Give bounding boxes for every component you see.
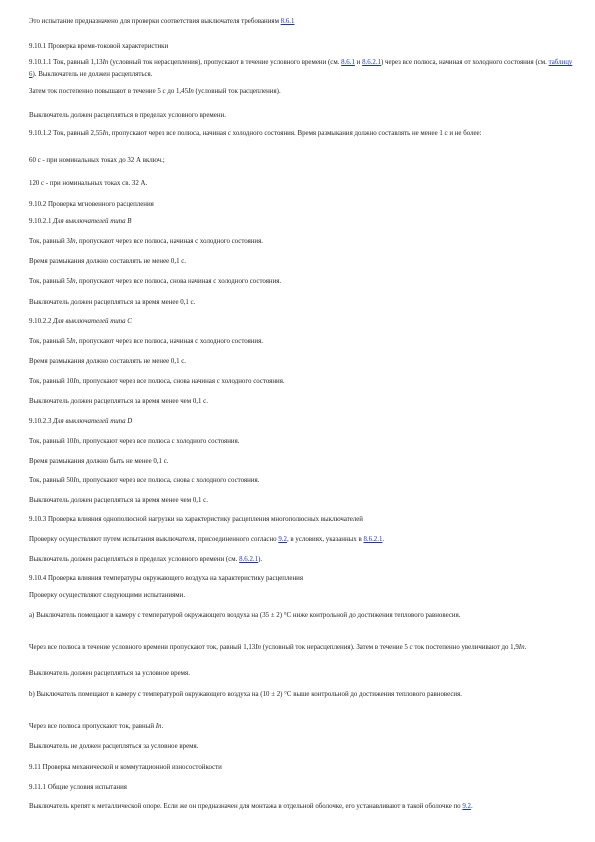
text-run: 9.10.4 Проверка влияния температуры окружающего воздуха на характеристику расцепления	[29, 575, 303, 582]
paragraph	[29, 41, 168, 53]
paragraph	[29, 668, 190, 680]
text-run: Это испытание предназначено для проверки соответствия выключателя требованиям	[29, 18, 281, 25]
paragraph	[29, 642, 581, 654]
text-run: Выключатель должен расцепляться за условное время.	[29, 670, 190, 677]
text-run: .	[524, 644, 527, 651]
paragraph	[29, 554, 262, 566]
paragraph	[29, 110, 226, 122]
italic-text: Для выключателей типа B	[53, 218, 132, 225]
paragraph	[29, 436, 239, 448]
paragraph	[29, 782, 127, 794]
text-run: 9.10.2.1	[29, 218, 54, 225]
paragraph	[29, 356, 186, 368]
text-run: ).	[258, 556, 263, 563]
italic-text: In	[518, 644, 525, 651]
paragraph	[29, 514, 363, 526]
text-run: , пропускают через все полюса, снова с холодного состояния.	[79, 477, 260, 484]
italic-text: In	[102, 130, 109, 137]
text-run: 9.10.3 Проверка влияния однополюсной нагрузки на характеристику расцепления многополюсных выключателей	[29, 516, 363, 523]
text-run: Проверку осуществляют следующими испытаниями.	[29, 592, 186, 599]
paragraph	[29, 256, 186, 268]
text-run: Ток, равный 3	[29, 238, 70, 245]
reference-link[interactable]: 8.6.1	[341, 59, 355, 66]
reference-link[interactable]: 8.6.2.1	[363, 536, 383, 543]
paragraph	[29, 801, 581, 813]
reference-link[interactable]: 9.2	[278, 536, 287, 543]
italic-text: Для выключателей типа C	[53, 318, 132, 325]
italic-text: In	[69, 278, 76, 285]
italic-text: In	[73, 438, 80, 445]
text-run: , пропускают через все полюса, снова начиная с холодного состояния.	[75, 278, 282, 285]
reference-link[interactable]: 8.6.1	[280, 18, 295, 25]
paragraph	[29, 495, 208, 507]
paragraph	[29, 416, 132, 428]
paragraph	[29, 534, 384, 546]
paragraph	[29, 456, 169, 468]
paragraph	[29, 216, 131, 228]
paragraph	[29, 741, 198, 753]
paragraph	[29, 155, 165, 167]
text-run: ). Выключатель не должен расцепляться.	[32, 70, 153, 78]
text-run: Выключатель должен расцепляться за время менее чем 0,1 с.	[29, 497, 208, 504]
text-run: Время размыкания должно составлять не менее 0,1 с.	[29, 358, 187, 365]
paragraph	[29, 297, 195, 309]
text-run: Выключатель должен расцепляться за время менее чем 0,1 с.	[29, 398, 208, 405]
text-run: Через все полюса в течение условного времени пропускают ток, равный 1,13	[29, 644, 256, 651]
text-run: 9.10.1.1 Ток, равный 1,13	[29, 59, 103, 66]
text-run: b) Выключатель помещают в камеру с температурой окружающего воздуха на (10 ± 2) °С выше контрольной до достижения теплового равновесия.	[29, 691, 462, 698]
paragraph	[29, 396, 208, 408]
text-run: Ток, равный 10	[29, 378, 74, 385]
text-run: Ток, равный 10	[29, 438, 74, 445]
text-run: 9.10.2 Проверка мгновенного расцепления	[29, 201, 154, 208]
text-run: Выключатель должен расцепляться в пределах условного времени (см.	[29, 556, 240, 563]
text-run: (условный ток нерасцепления). Затем в течение 5 с ток постепенно увеличивают до 1,9	[261, 644, 519, 651]
paragraph	[29, 16, 294, 28]
text-run: , пропускают через все полюса, снова начиная с холодного состояния.	[79, 378, 285, 385]
italic-text: In	[73, 477, 80, 484]
italic-text: In	[102, 59, 109, 66]
paragraph	[29, 57, 581, 80]
paragraph	[29, 236, 263, 248]
italic-text: In	[73, 378, 80, 385]
italic-text: In	[188, 88, 194, 95]
paragraph	[29, 610, 581, 622]
paragraph	[29, 762, 222, 774]
text-run: а) Выключатель помещают в камеру с температурой окружающего воздуха на (35 ± 2) °С ниже контрольной до достижения теплового равновесия.	[29, 612, 461, 619]
text-run: (условный ток расцепления).	[193, 88, 281, 95]
text-run: , пропускают через все полюса, начиная с холодного состояния.	[75, 338, 264, 345]
paragraph	[29, 199, 154, 211]
text-run: 9.10.1 Проверка время-токовой характеристики	[29, 43, 169, 50]
text-run: Выключатель крепят к металлической опоре. Если же он предназначен для монтажа в отдельной оболочке, его устанавливают в такой оболочке по	[29, 803, 463, 810]
text-run: 9.11.1 Общие условия испытания	[29, 784, 127, 791]
paragraph	[29, 178, 147, 190]
text-run: , в условиях, указанных в	[286, 536, 364, 543]
text-run: Выключатель должен расцепляться в пределах условного времени.	[29, 112, 226, 119]
text-run: 9.10.2.3	[29, 418, 54, 425]
italic-text: In	[69, 238, 76, 245]
text-run: Время размыкания должно составлять не менее 0,1 с.	[29, 258, 187, 265]
text-run: Затем ток постепенно повышают в течение 5 с до 1,45	[29, 88, 189, 95]
text-run: Ток, равный 50	[29, 477, 74, 484]
paragraph	[29, 336, 263, 348]
text-run: Проверку осуществляют путем испытания выключателя, присоединенного согласно	[29, 536, 279, 543]
paragraph	[29, 573, 303, 585]
text-run: , пропускают через все полюса с холодного состояния.	[79, 438, 240, 445]
text-run: , пропускают через все полюса, начиная с холодного состояния. Время размыкания должно составлять не менее 1 с и не более:	[108, 130, 482, 137]
text-run: ) через все полюса, начиная от холодного состояния (см.	[381, 59, 549, 66]
paragraph	[29, 689, 581, 701]
reference-link[interactable]: 8.6.2.1	[239, 556, 259, 563]
text-run: Выключатель не должен расцепляться за условное время.	[29, 743, 199, 750]
paragraph	[29, 475, 259, 487]
text-run: 120 с - при номинальных токах св. 32 А.	[29, 180, 148, 187]
paragraph	[29, 86, 281, 98]
reference-link[interactable]: 9.2	[462, 803, 471, 810]
italic-text: In	[255, 644, 261, 651]
text-run: Ток, равный 5	[29, 338, 70, 345]
text-run: 9.10.1.2 Ток, равный 2,55	[29, 130, 103, 137]
text-run: 60 с - при номинальных токах до 32 А включ.;	[29, 157, 165, 164]
italic-text: In	[155, 723, 162, 730]
text-run: 9.11 Проверка механической и коммутационной износостойкости	[29, 764, 222, 771]
paragraph	[29, 721, 163, 733]
text-run: Выключатель должен расцепляться за время менее 0,1 с.	[29, 299, 196, 306]
text-run: , пропускают через все полюса, начиная с холодного состояния.	[75, 238, 264, 245]
text-run: Время размыкания должно быть не менее 0,1 с.	[29, 458, 169, 465]
paragraph	[29, 276, 281, 288]
text-run: .	[470, 803, 473, 810]
italic-text: Для выключателей типа D	[53, 418, 133, 425]
text-run: Через все полюса пропускают ток, равный	[29, 723, 156, 730]
paragraph	[29, 376, 285, 388]
italic-text: In	[69, 338, 76, 345]
text-run: (условный ток нерасцепления), пропускают в течение условного времени (см.	[108, 59, 342, 66]
paragraph	[29, 590, 185, 602]
reference-link[interactable]: 8.6.2.1	[362, 59, 382, 66]
paragraph	[29, 128, 581, 140]
paragraph	[29, 316, 132, 328]
text-run: и	[354, 59, 363, 66]
text-run: 9.10.2.2	[29, 318, 54, 325]
reference-link[interactable]: таблицу 6	[29, 59, 573, 78]
text-run: .	[382, 536, 385, 543]
text-run: Ток, равный 5	[29, 278, 70, 285]
text-run: .	[161, 723, 164, 730]
